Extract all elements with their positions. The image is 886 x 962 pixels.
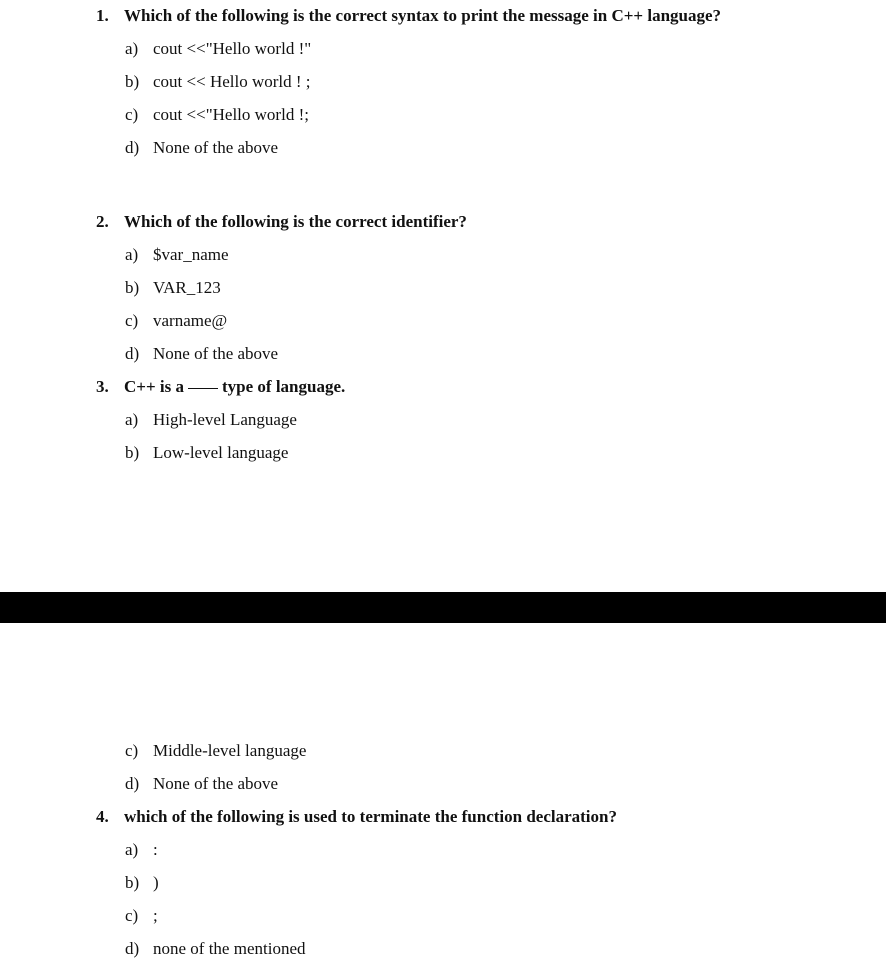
option-letter: a) bbox=[125, 39, 139, 58]
q2-option-a bbox=[125, 245, 229, 265]
question-number: 4. bbox=[96, 807, 109, 826]
q4-option-d bbox=[125, 939, 306, 959]
q1-option-d bbox=[125, 138, 278, 158]
question-number: 2. bbox=[96, 212, 109, 231]
option-text: cout << Hello world ! ; bbox=[153, 72, 311, 91]
fill-in-blank bbox=[188, 387, 218, 389]
question-1 bbox=[96, 6, 721, 26]
question-4 bbox=[96, 807, 617, 827]
question-number: 3. bbox=[96, 377, 109, 396]
option-text: Middle-level language bbox=[153, 741, 307, 760]
option-text: ) bbox=[153, 873, 159, 892]
option-letter: d) bbox=[125, 138, 140, 157]
question-text: Which of the following is the correct syntax to print the message in C++ language? bbox=[124, 6, 722, 25]
q1-option-b bbox=[125, 72, 311, 92]
question-text: Which of the following is the correct identifier? bbox=[124, 212, 467, 231]
q4-option-a bbox=[125, 840, 158, 860]
option-letter: a) bbox=[125, 245, 139, 264]
option-text: cout <<"Hello world !; bbox=[153, 105, 309, 124]
option-letter: b) bbox=[125, 873, 140, 892]
option-letter: d) bbox=[125, 774, 140, 793]
option-text: cout <<"Hello world !" bbox=[153, 39, 312, 58]
q3-option-b bbox=[125, 443, 288, 463]
q2-option-b bbox=[125, 278, 221, 298]
option-text: High-level Language bbox=[153, 410, 297, 429]
page-break-bar bbox=[0, 592, 886, 623]
option-text: VAR_123 bbox=[153, 278, 221, 297]
option-letter: a) bbox=[125, 840, 139, 859]
q3-option-d bbox=[125, 774, 278, 794]
option-text: None of the above bbox=[153, 138, 279, 157]
q1-option-c bbox=[125, 105, 309, 125]
option-text: varname@ bbox=[153, 311, 228, 330]
option-letter: a) bbox=[125, 410, 139, 429]
q4-option-b bbox=[125, 873, 159, 893]
option-letter: b) bbox=[125, 443, 140, 462]
option-text: : bbox=[153, 840, 158, 859]
option-letter: d) bbox=[125, 344, 140, 363]
option-letter: b) bbox=[125, 72, 140, 91]
q2-option-c bbox=[125, 311, 227, 331]
q4-option-c bbox=[125, 906, 158, 926]
option-text: None of the above bbox=[153, 774, 279, 793]
q3-option-c bbox=[125, 741, 306, 761]
q3-option-a bbox=[125, 410, 297, 430]
option-text: Low-level language bbox=[153, 443, 289, 462]
q1-option-a bbox=[125, 39, 311, 59]
option-letter: d) bbox=[125, 939, 140, 958]
question-number: 1. bbox=[96, 6, 109, 25]
option-letter: c) bbox=[125, 311, 139, 330]
option-text: none of the mentioned bbox=[153, 939, 306, 958]
option-letter: c) bbox=[125, 741, 139, 760]
option-text: None of the above bbox=[153, 344, 279, 363]
question-3 bbox=[96, 377, 345, 397]
question-text-after: type of language. bbox=[222, 377, 346, 396]
option-letter: c) bbox=[125, 906, 139, 925]
option-text: ; bbox=[153, 906, 158, 925]
question-text: which of the following is used to terminate the function declaration? bbox=[124, 807, 617, 826]
question-text-before: C++ is a bbox=[124, 377, 184, 396]
option-text: $var_name bbox=[153, 245, 229, 264]
q2-option-d bbox=[125, 344, 278, 364]
option-letter: c) bbox=[125, 105, 139, 124]
option-letter: b) bbox=[125, 278, 140, 297]
question-2 bbox=[96, 212, 467, 232]
